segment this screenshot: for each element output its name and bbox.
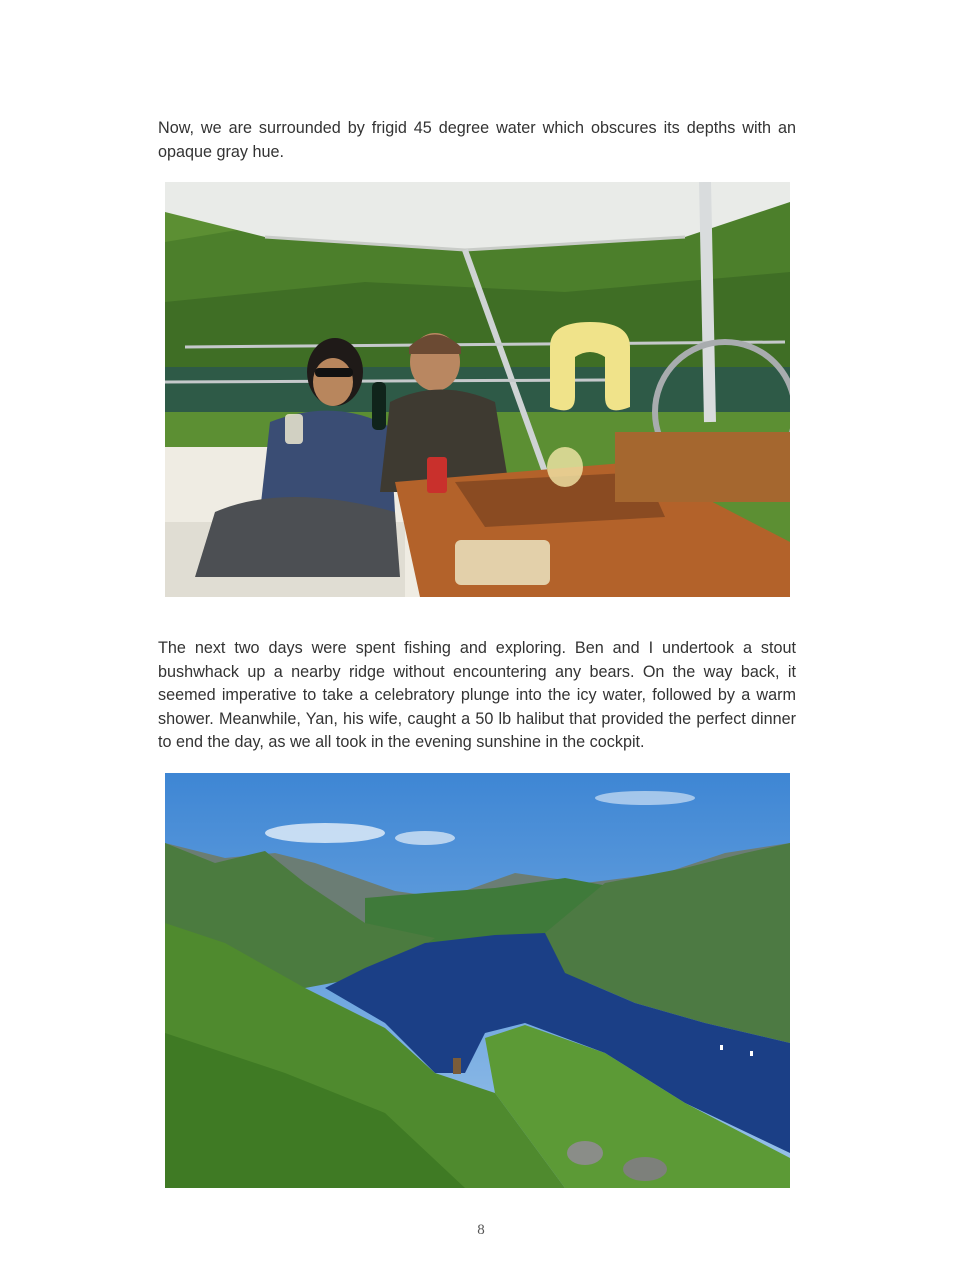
paragraph-exploring: The next two days were spent fishing and exploring. Ben and I undertook a stout bushwhack up a nearby ridge without encountering any bears. On the way back, it seemed imperative to take a celebratory plunge into the icy water, followed by a warm shower. Meanwhile, Yan, his wife, caught a 50 lb halibut that provided the perfect dinner to end the day, as we all took in the evening sunshine in the cockpit. — [158, 639, 796, 751]
page-number: 8 — [477, 1222, 485, 1238]
photo-cockpit-couple — [165, 182, 790, 597]
paragraph-intro: Now, we are surrounded by frigid 45 degree water which obscures its depths with an opaque gray hue. — [158, 119, 796, 161]
photo-fjord-view — [165, 773, 790, 1188]
